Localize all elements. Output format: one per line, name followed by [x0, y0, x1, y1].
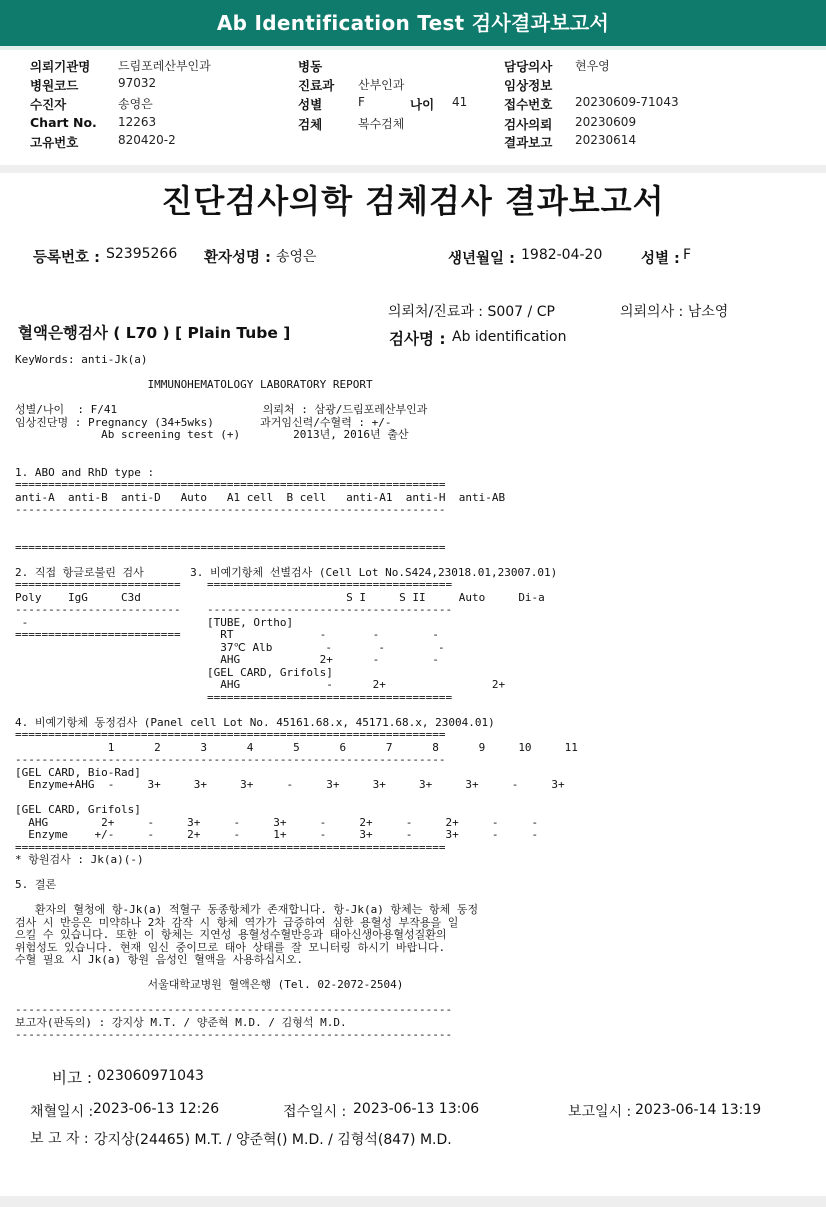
page-bottom-bar: [0, 1196, 826, 1207]
ward-label: 병동: [298, 59, 323, 74]
patient-name-label: 환자성명 :: [204, 250, 271, 266]
reporter-value: 강지상(24465) M.T. / 양준혁() M.D. / 김형석(847) M.D.: [94, 1132, 452, 1148]
referring-doctor: 의뢰의사 : 남소영: [620, 304, 729, 320]
collect-value: 2023-06-13 12:26: [93, 1101, 220, 1117]
report-date-label: 결과보고: [504, 135, 553, 150]
hospital-label: 의뢰기관명: [30, 59, 91, 74]
doc-sex-value: F: [683, 247, 692, 263]
section-title: 혈액은행검사 ( L70 ) [ Plain Tube ]: [18, 324, 291, 342]
request-label: 검사의뢰: [504, 117, 553, 132]
uid-label: 고유번호: [30, 135, 79, 150]
doctor-label: 담당의사: [504, 59, 553, 74]
recipient-value: 송영은: [118, 97, 153, 111]
lab-report-body: IMMUNOHEMATOLOGY LABORATORY REPORT 성별/나이 : F/41 의뢰처 : 삼광/드림포레산부인과 임상진단명 : Pregnancy (34+5wks) 과거임신력/수혈력 : +/- Ab screening test (+) 2013년, 2016년 출산 1. ABO and RhD type : ================================================================= anti-A anti-B anti-D Auto A1 cell B cell anti-A1 anti-H anti-AB ----------------------------------------------------------------- ================================================================= 2. 직접 항글로불린 검사 3. 비예기항체 선별검사 (Cell Lot No.S424,23018.01,23007.01) ========================= ===================================== Poly IgG C3d S I S II Auto Di-a ------------------------- ------------------------------------- - [TUBE, Ortho] ========================= RT - - - 37℃ Alb - - - AHG 2+ - - [GEL CARD, Grifols] AHG - 2+ 2+ ===================================== 4. 비예기항체 동정검사 (Panel cell Lot No. 45161.68.x, 45171.68.x, 23004.01) ================================================================= 1 2 3 4 5 6 7 8 9 10 11 ----------------------------------------------------------------- [GEL CARD, Bio-Rad] Enzyme+AHG - 3+ 3+ 3+ - 3+ 3+ 3+ 3+ - 3+ [GEL CARD, Grifols] AHG 2+ - 3+ - 3+ - 2+ - 2+ - - Enzyme +/- - 2+ - 1+ - 3+ - 3+ - - ================================================================= * 항원검사 : Jk(a)(-) 5. 결론 환자의 혈청에 항-Jk(a) 적혈구 동종항체가 존재합니다. 항-Jk(a) 항체는 항체 동정 검사 시 반응은 미약하나 2차 감작 시 항체 역가가 급증하여 심한 용혈성 부작용을 일 으킬 수 있습니다. 또한 이 항체는 지연성 용혈성수혈반응과 태아신생아용혈성질환의 위험성도 있습니다. 현재 임신 중이므로 태아 상태를 잘 모니터링 하시기 바랍니다. 수혈 필요 시 Jk(a) 항원 음성인 혈액을 사용하십시오. 서울대학교병원 혈액은행 (Tel. 02-2072-2504) ------------------------------------------------------------------ 보고자(판독의) : 강지상 M.T. / 양준혁 M.D. / 김형석 M.D. ------------------------------------------------------------------: [15, 378, 578, 1041]
reporter-label: 보 고 자 :: [30, 1131, 89, 1147]
reg-value: S2395266: [106, 246, 178, 262]
receive-label: 접수일시 :: [283, 1104, 347, 1120]
hospital-value: 드림포레산부인과: [118, 59, 211, 73]
document-title: 진단검사의학 검체검사 결과보고서: [161, 182, 665, 220]
accession-value: 20230609-71043: [575, 95, 679, 109]
code-label: 병원코드: [30, 78, 79, 93]
specimen-label: 검체: [298, 117, 323, 132]
request-value: 20230609: [575, 115, 637, 129]
clinical-label: 임상정보: [504, 78, 553, 93]
specimen-value: 복수검체: [358, 117, 405, 131]
collect-label: 채혈일시 :: [30, 1104, 94, 1120]
chart-label: Chart No.: [30, 115, 97, 130]
test-name-label: 검사명 :: [389, 330, 446, 348]
dob-value: 1982-04-20: [521, 247, 603, 263]
age-value: 41: [452, 95, 468, 109]
doc-sex-label: 성별 :: [641, 251, 680, 267]
dept-value: 산부인과: [358, 78, 405, 92]
sex-value: F: [358, 95, 365, 109]
code-value: 97032: [118, 76, 157, 90]
age-label: 나이: [410, 97, 435, 112]
receive-value: 2023-06-13 13:06: [353, 1101, 480, 1117]
reg-label: 등록번호 :: [33, 250, 100, 266]
test-name-value: Ab identification: [452, 329, 567, 345]
dept-label: 진료과: [298, 78, 335, 93]
chart-value: 12263: [118, 115, 157, 129]
section-separator: [0, 165, 826, 173]
recipient-label: 수진자: [30, 97, 67, 112]
report-time-value: 2023-06-14 13:19: [635, 1102, 762, 1118]
dept-line: 의뢰처/진료과 : S007 / CP: [388, 304, 555, 320]
note-value: 023060971043: [97, 1068, 204, 1084]
banner-divider: [0, 46, 826, 50]
report-date-value: 20230614: [575, 133, 637, 147]
banner-title: Ab Identification Test 검사결과보고서: [216, 11, 610, 35]
uid-value: 820420-2: [118, 133, 176, 147]
keywords: KeyWords: anti-Jk(a): [15, 353, 148, 366]
sex-label: 성별: [298, 97, 323, 112]
report-time-label: 보고일시 :: [568, 1104, 632, 1120]
note-label: 비고 :: [52, 1069, 93, 1087]
patient-name-value: 송영은: [276, 249, 317, 265]
doctor-value: 현우영: [575, 59, 610, 73]
accession-label: 접수번호: [504, 97, 553, 112]
dob-label: 생년월일 :: [448, 251, 515, 267]
